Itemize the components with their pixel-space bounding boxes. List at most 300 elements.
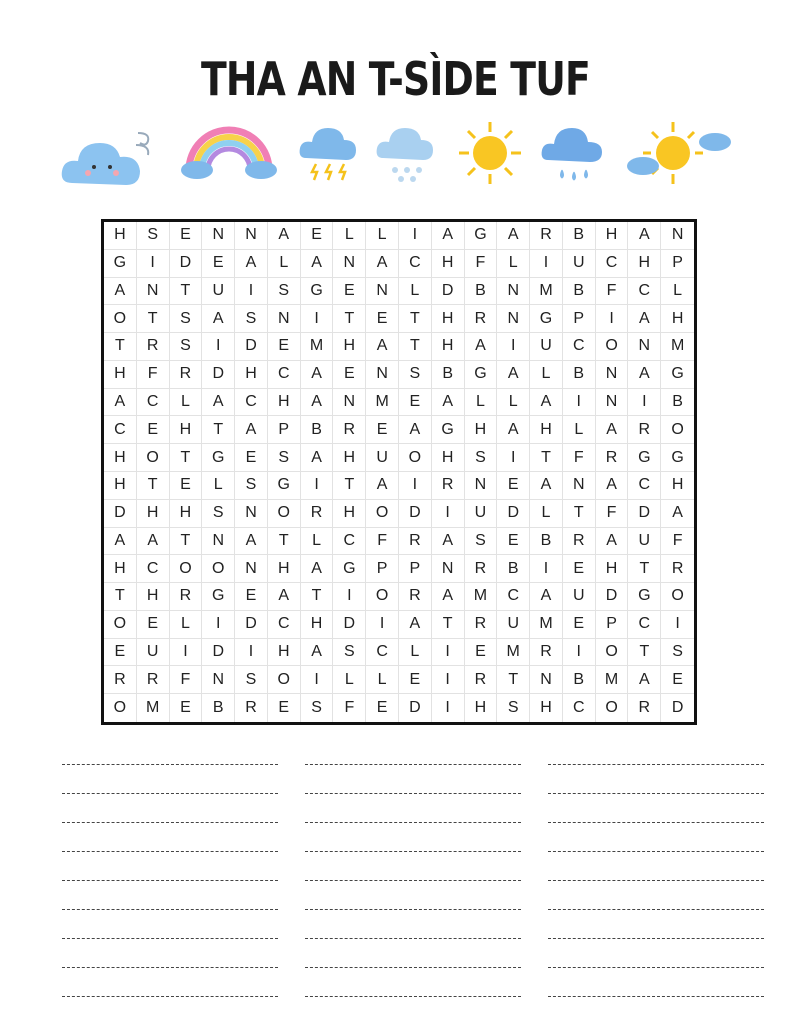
grid-cell[interactable]: T <box>530 444 563 472</box>
grid-cell[interactable]: I <box>235 639 268 667</box>
grid-cell[interactable]: A <box>301 639 334 667</box>
grid-cell[interactable]: S <box>301 694 334 722</box>
grid-cell[interactable]: L <box>333 666 366 694</box>
answer-line[interactable] <box>305 880 521 881</box>
answer-line[interactable] <box>548 851 764 852</box>
grid-cell[interactable]: F <box>170 666 203 694</box>
grid-cell[interactable]: C <box>399 250 432 278</box>
grid-cell[interactable]: A <box>432 583 465 611</box>
grid-cell[interactable]: A <box>301 250 334 278</box>
grid-cell[interactable]: H <box>104 361 137 389</box>
grid-cell[interactable]: L <box>661 278 694 306</box>
grid-cell[interactable]: B <box>563 278 596 306</box>
grid-cell[interactable]: T <box>333 305 366 333</box>
grid-cell[interactable]: R <box>301 500 334 528</box>
grid-cell[interactable]: U <box>628 528 661 556</box>
grid-cell[interactable]: A <box>628 222 661 250</box>
grid-cell[interactable]: B <box>301 416 334 444</box>
grid-cell[interactable]: H <box>268 389 301 417</box>
grid-cell[interactable]: M <box>366 389 399 417</box>
grid-cell[interactable]: B <box>432 361 465 389</box>
grid-cell[interactable]: L <box>399 278 432 306</box>
grid-cell[interactable]: S <box>235 666 268 694</box>
grid-cell[interactable]: T <box>202 416 235 444</box>
grid-cell[interactable]: N <box>497 278 530 306</box>
grid-cell[interactable]: P <box>366 555 399 583</box>
grid-cell[interactable]: T <box>137 305 170 333</box>
grid-cell[interactable]: A <box>497 222 530 250</box>
grid-cell[interactable]: O <box>596 333 629 361</box>
grid-cell[interactable]: I <box>563 639 596 667</box>
grid-cell[interactable]: B <box>530 528 563 556</box>
grid-cell[interactable]: A <box>465 333 498 361</box>
grid-cell[interactable]: I <box>333 583 366 611</box>
grid-cell[interactable]: I <box>432 500 465 528</box>
answer-line[interactable] <box>548 793 764 794</box>
grid-cell[interactable]: O <box>104 611 137 639</box>
grid-cell[interactable]: I <box>596 305 629 333</box>
answer-line[interactable] <box>305 967 521 968</box>
grid-cell[interactable]: N <box>333 389 366 417</box>
grid-cell[interactable]: I <box>170 639 203 667</box>
grid-cell[interactable]: C <box>628 472 661 500</box>
grid-cell[interactable]: C <box>628 278 661 306</box>
grid-cell[interactable]: S <box>235 472 268 500</box>
grid-cell[interactable]: H <box>137 583 170 611</box>
grid-cell[interactable]: M <box>661 333 694 361</box>
grid-cell[interactable]: A <box>596 472 629 500</box>
grid-cell[interactable]: G <box>202 444 235 472</box>
grid-cell[interactable]: U <box>137 639 170 667</box>
grid-cell[interactable]: H <box>104 472 137 500</box>
grid-cell[interactable]: H <box>432 444 465 472</box>
grid-cell[interactable]: L <box>563 416 596 444</box>
grid-cell[interactable]: A <box>301 444 334 472</box>
grid-cell[interactable]: E <box>137 611 170 639</box>
grid-cell[interactable]: N <box>596 361 629 389</box>
grid-cell[interactable]: I <box>497 333 530 361</box>
answer-line[interactable] <box>62 764 278 765</box>
grid-cell[interactable]: E <box>661 666 694 694</box>
grid-cell[interactable]: G <box>465 361 498 389</box>
grid-cell[interactable]: E <box>268 333 301 361</box>
grid-cell[interactable]: E <box>170 694 203 722</box>
grid-cell[interactable]: E <box>268 694 301 722</box>
grid-cell[interactable]: I <box>530 250 563 278</box>
grid-cell[interactable]: S <box>497 694 530 722</box>
grid-cell[interactable]: N <box>661 222 694 250</box>
grid-cell[interactable]: I <box>137 250 170 278</box>
grid-cell[interactable]: U <box>465 500 498 528</box>
grid-cell[interactable]: A <box>202 389 235 417</box>
grid-cell[interactable]: O <box>170 555 203 583</box>
grid-cell[interactable]: A <box>628 666 661 694</box>
grid-cell[interactable]: R <box>170 583 203 611</box>
grid-cell[interactable]: D <box>399 500 432 528</box>
grid-cell[interactable]: R <box>465 305 498 333</box>
grid-cell[interactable]: I <box>432 694 465 722</box>
grid-cell[interactable]: E <box>170 222 203 250</box>
answer-line[interactable] <box>62 851 278 852</box>
grid-cell[interactable]: G <box>104 250 137 278</box>
grid-cell[interactable]: N <box>235 222 268 250</box>
grid-cell[interactable]: E <box>235 444 268 472</box>
grid-cell[interactable]: G <box>268 472 301 500</box>
grid-cell[interactable]: C <box>268 611 301 639</box>
grid-cell[interactable]: A <box>235 416 268 444</box>
grid-cell[interactable]: L <box>268 250 301 278</box>
grid-cell[interactable]: A <box>497 416 530 444</box>
grid-cell[interactable]: G <box>661 444 694 472</box>
grid-cell[interactable]: A <box>235 250 268 278</box>
grid-cell[interactable]: N <box>235 500 268 528</box>
grid-cell[interactable]: F <box>366 528 399 556</box>
grid-cell[interactable]: C <box>104 416 137 444</box>
grid-cell[interactable]: T <box>399 333 432 361</box>
grid-cell[interactable]: E <box>235 583 268 611</box>
answer-line[interactable] <box>548 996 764 997</box>
grid-cell[interactable]: L <box>497 389 530 417</box>
grid-cell[interactable]: F <box>596 278 629 306</box>
grid-cell[interactable]: H <box>432 333 465 361</box>
grid-cell[interactable]: H <box>137 500 170 528</box>
grid-cell[interactable]: L <box>170 611 203 639</box>
grid-cell[interactable]: T <box>628 639 661 667</box>
grid-cell[interactable]: R <box>170 361 203 389</box>
grid-cell[interactable]: E <box>366 305 399 333</box>
grid-cell[interactable]: O <box>268 666 301 694</box>
grid-cell[interactable]: C <box>137 555 170 583</box>
grid-cell[interactable]: N <box>465 472 498 500</box>
grid-cell[interactable]: E <box>104 639 137 667</box>
grid-cell[interactable]: O <box>366 583 399 611</box>
grid-cell[interactable]: L <box>301 528 334 556</box>
grid-cell[interactable]: D <box>104 500 137 528</box>
grid-cell[interactable]: N <box>366 361 399 389</box>
grid-cell[interactable]: N <box>366 278 399 306</box>
grid-cell[interactable]: H <box>170 500 203 528</box>
grid-cell[interactable]: A <box>399 416 432 444</box>
grid-cell[interactable]: T <box>399 305 432 333</box>
grid-cell[interactable]: H <box>333 333 366 361</box>
grid-cell[interactable]: I <box>399 222 432 250</box>
grid-cell[interactable]: D <box>235 333 268 361</box>
grid-cell[interactable]: R <box>530 639 563 667</box>
grid-cell[interactable]: O <box>104 305 137 333</box>
grid-cell[interactable]: A <box>530 389 563 417</box>
answer-line[interactable] <box>62 822 278 823</box>
grid-cell[interactable]: U <box>563 583 596 611</box>
grid-cell[interactable]: R <box>399 528 432 556</box>
grid-cell[interactable]: H <box>661 472 694 500</box>
grid-cell[interactable]: E <box>563 611 596 639</box>
grid-cell[interactable]: P <box>399 555 432 583</box>
grid-cell[interactable]: T <box>333 472 366 500</box>
grid-cell[interactable]: H <box>170 416 203 444</box>
grid-cell[interactable]: D <box>170 250 203 278</box>
answer-line[interactable] <box>305 764 521 765</box>
grid-cell[interactable]: H <box>333 500 366 528</box>
grid-cell[interactable]: T <box>104 333 137 361</box>
grid-cell[interactable]: T <box>497 666 530 694</box>
grid-cell[interactable]: D <box>497 500 530 528</box>
answer-line[interactable] <box>305 938 521 939</box>
grid-cell[interactable]: O <box>661 416 694 444</box>
grid-cell[interactable]: E <box>399 666 432 694</box>
answer-line[interactable] <box>548 880 764 881</box>
grid-cell[interactable]: R <box>628 416 661 444</box>
grid-cell[interactable]: H <box>268 639 301 667</box>
grid-cell[interactable]: H <box>104 444 137 472</box>
grid-cell[interactable]: H <box>465 694 498 722</box>
grid-cell[interactable]: L <box>333 222 366 250</box>
grid-cell[interactable]: T <box>170 528 203 556</box>
answer-line[interactable] <box>62 880 278 881</box>
grid-cell[interactable]: B <box>497 555 530 583</box>
grid-cell[interactable]: B <box>661 389 694 417</box>
grid-cell[interactable]: H <box>432 250 465 278</box>
grid-cell[interactable]: I <box>301 666 334 694</box>
grid-cell[interactable]: U <box>530 333 563 361</box>
grid-cell[interactable]: O <box>399 444 432 472</box>
grid-cell[interactable]: L <box>366 222 399 250</box>
grid-cell[interactable]: R <box>137 333 170 361</box>
grid-cell[interactable]: N <box>628 333 661 361</box>
grid-cell[interactable]: G <box>301 278 334 306</box>
grid-cell[interactable]: A <box>399 611 432 639</box>
answer-line[interactable] <box>62 793 278 794</box>
grid-cell[interactable]: H <box>268 555 301 583</box>
grid-cell[interactable]: L <box>530 361 563 389</box>
grid-cell[interactable]: T <box>301 583 334 611</box>
grid-cell[interactable]: C <box>366 639 399 667</box>
grid-cell[interactable]: D <box>333 611 366 639</box>
grid-cell[interactable]: N <box>268 305 301 333</box>
answer-line[interactable] <box>62 996 278 997</box>
grid-cell[interactable]: U <box>202 278 235 306</box>
grid-cell[interactable]: R <box>137 666 170 694</box>
grid-cell[interactable]: A <box>366 250 399 278</box>
grid-cell[interactable]: N <box>137 278 170 306</box>
grid-cell[interactable]: G <box>530 305 563 333</box>
answer-line[interactable] <box>62 909 278 910</box>
grid-cell[interactable]: S <box>661 639 694 667</box>
grid-cell[interactable]: A <box>628 305 661 333</box>
grid-cell[interactable]: S <box>465 444 498 472</box>
grid-cell[interactable]: E <box>366 416 399 444</box>
grid-cell[interactable]: R <box>596 444 629 472</box>
grid-cell[interactable]: G <box>628 583 661 611</box>
grid-cell[interactable]: A <box>497 361 530 389</box>
grid-cell[interactable]: T <box>137 472 170 500</box>
grid-cell[interactable]: O <box>137 444 170 472</box>
grid-cell[interactable]: A <box>432 528 465 556</box>
grid-cell[interactable]: G <box>202 583 235 611</box>
grid-cell[interactable]: O <box>366 500 399 528</box>
grid-cell[interactable]: P <box>268 416 301 444</box>
grid-cell[interactable]: U <box>563 250 596 278</box>
grid-cell[interactable]: I <box>366 611 399 639</box>
grid-cell[interactable]: N <box>235 555 268 583</box>
grid-cell[interactable]: H <box>530 416 563 444</box>
grid-cell[interactable]: L <box>497 250 530 278</box>
grid-cell[interactable]: H <box>104 222 137 250</box>
grid-cell[interactable]: E <box>333 278 366 306</box>
grid-cell[interactable]: I <box>202 611 235 639</box>
grid-cell[interactable]: N <box>497 305 530 333</box>
grid-cell[interactable]: A <box>268 222 301 250</box>
grid-cell[interactable]: S <box>268 444 301 472</box>
grid-cell[interactable]: T <box>104 583 137 611</box>
grid-cell[interactable]: B <box>563 361 596 389</box>
grid-cell[interactable]: R <box>465 666 498 694</box>
answer-line[interactable] <box>305 909 521 910</box>
grid-cell[interactable]: S <box>170 305 203 333</box>
grid-cell[interactable]: A <box>530 472 563 500</box>
grid-cell[interactable]: D <box>202 639 235 667</box>
grid-cell[interactable]: B <box>465 278 498 306</box>
grid-cell[interactable]: T <box>268 528 301 556</box>
answer-line[interactable] <box>548 909 764 910</box>
grid-cell[interactable]: U <box>497 611 530 639</box>
answer-line[interactable] <box>305 996 521 997</box>
grid-cell[interactable]: R <box>661 555 694 583</box>
answer-line[interactable] <box>548 967 764 968</box>
grid-cell[interactable]: C <box>268 361 301 389</box>
grid-cell[interactable]: C <box>628 611 661 639</box>
grid-cell[interactable]: C <box>235 389 268 417</box>
grid-cell[interactable]: I <box>432 666 465 694</box>
grid-cell[interactable]: F <box>661 528 694 556</box>
grid-cell[interactable]: H <box>596 555 629 583</box>
grid-cell[interactable]: A <box>432 222 465 250</box>
grid-cell[interactable]: D <box>235 611 268 639</box>
grid-cell[interactable]: E <box>366 694 399 722</box>
grid-cell[interactable]: I <box>563 389 596 417</box>
grid-cell[interactable]: H <box>661 305 694 333</box>
grid-cell[interactable]: E <box>399 389 432 417</box>
grid-cell[interactable]: S <box>268 278 301 306</box>
grid-cell[interactable]: H <box>301 611 334 639</box>
grid-cell[interactable]: N <box>202 222 235 250</box>
grid-cell[interactable]: F <box>563 444 596 472</box>
grid-cell[interactable]: N <box>202 666 235 694</box>
grid-cell[interactable]: A <box>301 389 334 417</box>
grid-cell[interactable]: S <box>137 222 170 250</box>
grid-cell[interactable]: A <box>301 555 334 583</box>
answer-line[interactable] <box>548 822 764 823</box>
grid-cell[interactable]: N <box>333 250 366 278</box>
grid-cell[interactable]: I <box>530 555 563 583</box>
grid-cell[interactable]: M <box>596 666 629 694</box>
grid-cell[interactable]: R <box>104 666 137 694</box>
grid-cell[interactable]: R <box>235 694 268 722</box>
grid-cell[interactable]: R <box>628 694 661 722</box>
answer-line[interactable] <box>548 938 764 939</box>
grid-cell[interactable]: G <box>628 444 661 472</box>
grid-cell[interactable]: R <box>432 472 465 500</box>
grid-cell[interactable]: I <box>661 611 694 639</box>
grid-cell[interactable]: E <box>563 555 596 583</box>
grid-cell[interactable]: N <box>530 666 563 694</box>
answer-line[interactable] <box>62 967 278 968</box>
grid-cell[interactable]: T <box>628 555 661 583</box>
answer-line[interactable] <box>305 793 521 794</box>
grid-cell[interactable]: E <box>465 639 498 667</box>
grid-cell[interactable]: H <box>333 444 366 472</box>
grid-cell[interactable]: O <box>596 694 629 722</box>
grid-cell[interactable]: F <box>596 500 629 528</box>
grid-cell[interactable]: P <box>596 611 629 639</box>
grid-cell[interactable]: C <box>563 333 596 361</box>
grid-cell[interactable]: D <box>671 699 684 717</box>
grid-cell[interactable]: A <box>104 389 137 417</box>
grid-cell[interactable]: A <box>628 361 661 389</box>
grid-cell[interactable]: O <box>202 555 235 583</box>
grid-cell[interactable]: H <box>432 305 465 333</box>
grid-cell[interactable]: C <box>137 389 170 417</box>
grid-cell[interactable]: S <box>399 361 432 389</box>
grid-cell[interactable]: A <box>661 500 694 528</box>
grid-cell[interactable]: A <box>301 361 334 389</box>
grid-cell[interactable]: G <box>465 222 498 250</box>
grid-cell[interactable]: H <box>530 694 563 722</box>
grid-cell[interactable]: A <box>268 583 301 611</box>
grid-cell[interactable]: C <box>596 250 629 278</box>
grid-cell[interactable]: R <box>563 528 596 556</box>
grid-cell[interactable]: P <box>661 250 694 278</box>
grid-cell[interactable]: H <box>104 555 137 583</box>
grid-cell[interactable]: E <box>333 361 366 389</box>
grid-cell[interactable]: F <box>465 250 498 278</box>
grid-cell[interactable]: C <box>333 528 366 556</box>
grid-cell[interactable]: O <box>596 639 629 667</box>
grid-cell[interactable]: R <box>333 416 366 444</box>
grid-cell[interactable]: E <box>137 416 170 444</box>
grid-cell[interactable]: D <box>596 583 629 611</box>
grid-cell[interactable]: I <box>301 472 334 500</box>
grid-cell[interactable]: A <box>104 278 137 306</box>
grid-cell[interactable]: S <box>202 500 235 528</box>
grid-cell[interactable]: S <box>170 333 203 361</box>
grid-cell[interactable]: S <box>333 639 366 667</box>
grid-cell[interactable]: H <box>465 416 498 444</box>
grid-cell[interactable]: U <box>366 444 399 472</box>
grid-cell[interactable]: H <box>628 250 661 278</box>
grid-cell[interactable]: L <box>366 666 399 694</box>
grid-cell[interactable]: O <box>268 500 301 528</box>
grid-cell[interactable]: G <box>661 361 694 389</box>
grid-cell[interactable]: A <box>530 583 563 611</box>
grid-cell[interactable]: A <box>596 416 629 444</box>
answer-line[interactable] <box>62 938 278 939</box>
grid-cell[interactable]: P <box>563 305 596 333</box>
grid-cell[interactable]: D <box>432 278 465 306</box>
grid-cell[interactable]: O <box>104 694 137 722</box>
grid-cell[interactable]: D <box>628 500 661 528</box>
grid-cell[interactable]: F <box>333 694 366 722</box>
grid-cell[interactable]: E <box>170 472 203 500</box>
grid-cell[interactable]: A <box>432 389 465 417</box>
grid-cell[interactable]: I <box>202 333 235 361</box>
grid-cell[interactable]: B <box>202 694 235 722</box>
grid-cell[interactable]: T <box>432 611 465 639</box>
answer-line[interactable] <box>548 764 764 765</box>
answer-line[interactable] <box>305 851 521 852</box>
grid-cell[interactable]: L <box>202 472 235 500</box>
grid-cell[interactable]: S <box>235 305 268 333</box>
grid-cell[interactable]: R <box>530 222 563 250</box>
